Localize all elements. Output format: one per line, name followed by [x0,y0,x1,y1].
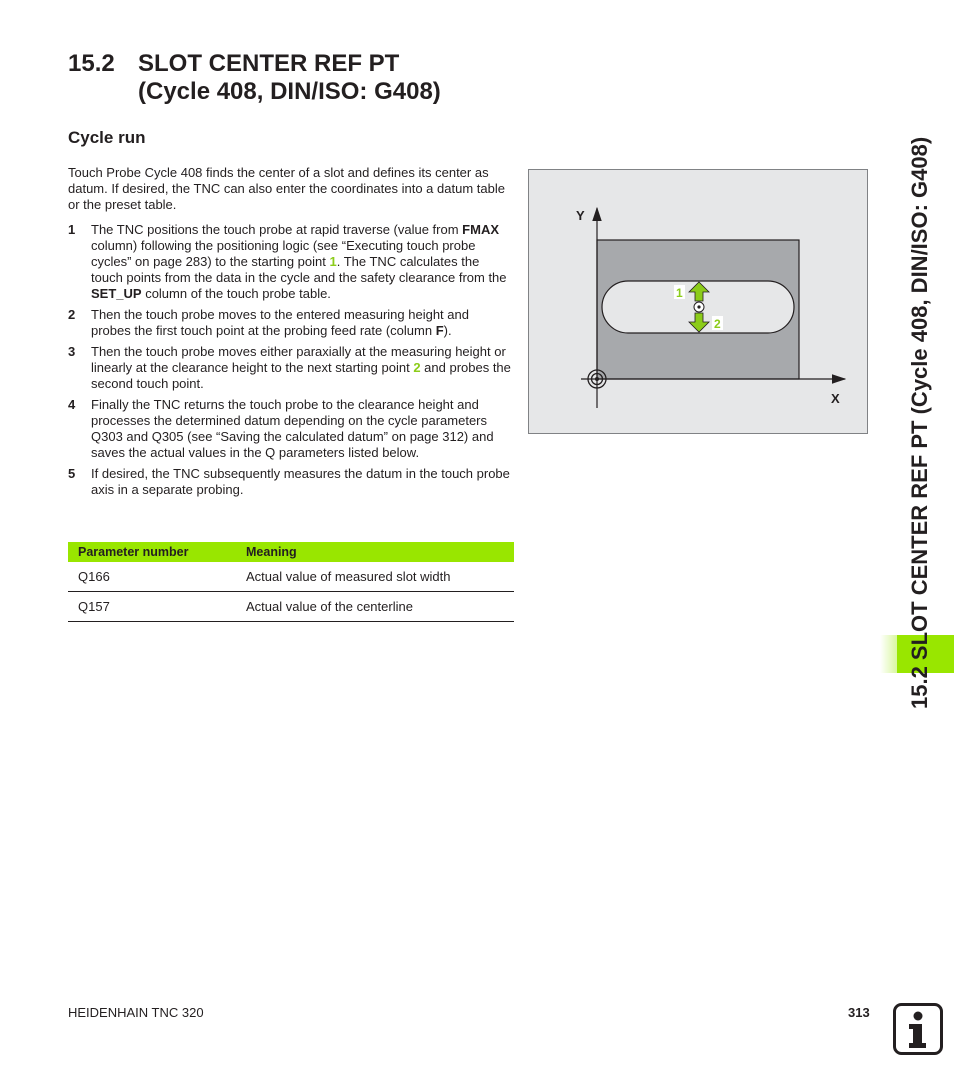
list-item [68,466,512,498]
list-item [68,222,512,302]
table-header-meaning: Meaning [238,542,514,562]
subheading-cycle-run: Cycle run [68,128,146,147]
side-running-title: 15.2 SLOT CENTER REF PT (Cycle 408, DIN/ISO: G408) [907,136,932,709]
table-header-row [68,542,514,562]
section-title [68,50,441,106]
section-number: 15.2 [68,50,115,77]
footer-text: HEIDENHAIN TNC 320 [68,1005,204,1020]
steps-list [68,222,512,498]
step-text: column) following the positioning logic (see “Executing touch probe cycles” on page 283) to the starting point [91,238,476,269]
step-text: column of the touch probe table. [141,286,331,301]
point1-label: 1 [676,286,683,300]
table-cell-param: Q166 [68,562,238,592]
list-item [68,307,512,339]
step-number: 3 [68,344,76,359]
step-text: If desired, the TNC subsequently measures the datum in the touch probe axis in a separate probing. [91,466,510,497]
step-text: ). [443,323,452,338]
step-text: Then the touch probe moves to the entered measuring height and probes the first touch point at the probing feed rate (column [91,307,469,338]
step-text: Then the touch probe moves either paraxially at the measuring height or linearly at the clearance height to the next starting point [91,344,506,375]
step-text: 2 [413,360,421,375]
step-number: 2 [68,307,76,322]
side-tab-fade [880,635,897,673]
step-text: The TNC positions the touch probe at rapid traverse (value from [91,222,463,237]
list-item [68,344,512,392]
step-number: 4 [68,397,76,412]
slot-diagram-svg [529,170,869,435]
step-text: . The TNC calculates the touch points from the data in the cycle and the safety clearance from the [91,254,507,285]
info-icon [893,1003,943,1055]
table-cell-param: Q157 [68,592,238,622]
table-cell-meaning: Actual value of measured slot width [238,562,514,592]
step-text: FMAX [462,222,500,237]
section-title-line2: (Cycle 408, DIN/ISO: G408) [138,78,441,105]
intro-paragraph: Touch Probe Cycle 408 finds the center of a slot and defines its center as datum. If desired, the TNC can also enter the coordinates into a datum table or the preset table. [68,165,505,212]
point2-label: 2 [714,317,721,331]
table-header-param: Parameter number [68,542,238,562]
parameter-table [68,542,514,622]
x-axis-label: X [831,391,840,406]
table-row [68,592,514,622]
section-title-line1: SLOT CENTER REF PT [138,50,400,77]
table-cell-meaning: Actual value of the centerline [238,592,514,622]
step-text: Finally the TNC returns the touch probe to the clearance height and processes the determined datum depending on the cycle parameters Q303 and Q305 (see “Saving the calculated datum” on page 312) and saves the actual values in the Q parameters listed below. [91,397,494,460]
step-number: 1 [68,222,76,237]
slot-diagram [528,169,868,434]
step-text: SET_UP [91,286,142,301]
page-number: 313 [848,1005,870,1020]
table-row [68,562,514,592]
list-item [68,397,512,461]
y-axis-label: Y [576,208,585,223]
step-number: 5 [68,466,76,481]
body-text [68,165,512,503]
step-text: 1 [329,254,337,269]
slot-center-icon [694,302,704,312]
step-text: and probes the second touch point. [91,360,511,391]
step-text: F [435,323,444,338]
